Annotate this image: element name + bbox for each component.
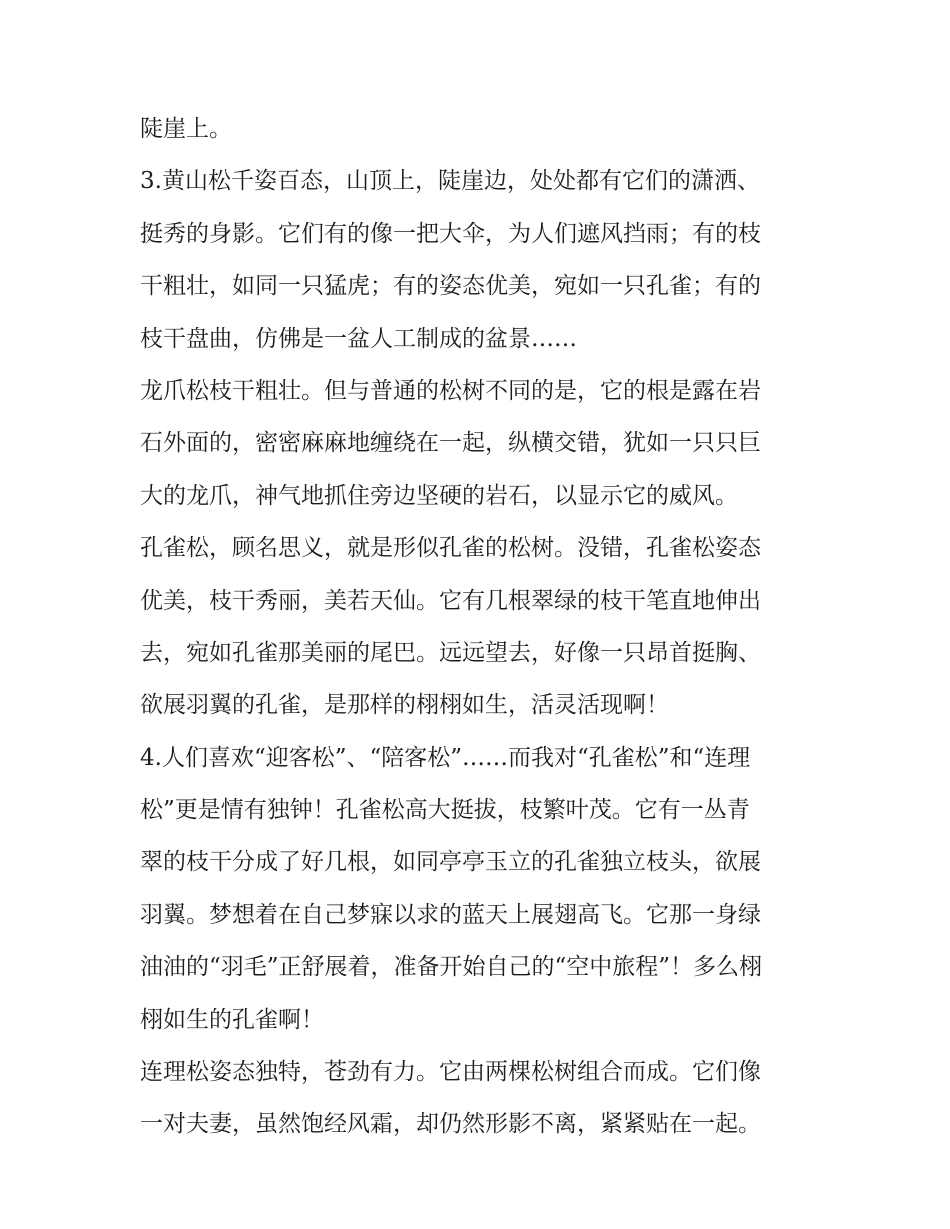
- text-line: 翠的枝干分成了好几根，如同亭亭玉立的孔雀独立枝头，欲展: [140, 849, 761, 876]
- text-line: 优美，枝干秀丽，美若天仙。它有几根翠绿的枝干笔直地伸出: [140, 587, 761, 614]
- text-line: 栩如生的孔雀啊！: [140, 1006, 324, 1033]
- text-line: 松”更是情有独钟！孔雀松高大挺拔，枝繁叶茂。它有一丛青: [140, 797, 750, 824]
- text-line: 一对夫妻，虽然饱经风霜，却仍然形影不离，紧紧贴在一起。: [140, 1111, 761, 1138]
- text-line: 去，宛如孔雀那美丽的尾巴。远远望去，好像一只昂首挺胸、: [140, 639, 761, 666]
- text-line: 大的龙爪，神气地抓住旁边坚硬的岩石，以显示它的威风。: [140, 482, 738, 509]
- text-line: 欲展羽翼的孔雀，是那样的栩栩如生，活灵活现啊！: [140, 692, 669, 719]
- document-body: [140, 103, 820, 1151]
- text-line: 3.黄山松千姿百态，山顶上，陡崖边，处处都有它们的潇洒、: [140, 168, 760, 195]
- text-line: 挺秀的身影。它们有的像一把大伞，为人们遮风挡雨；有的枝: [140, 220, 761, 247]
- text-line: 油油的“羽毛”正舒展着，准备开始自己的“空中旅程”！多么栩: [140, 954, 763, 981]
- text-line: 孔雀松，顾名思义，就是形似孔雀的松树。没错，孔雀松姿态: [140, 535, 761, 562]
- text-line: 羽翼。梦想着在自己梦寐以求的蓝天上展翅高飞。它那一身绿: [140, 901, 761, 928]
- text-line: 干粗壮，如同一只猛虎；有的姿态优美，宛如一只孔雀；有的: [140, 273, 761, 300]
- text-line: 4.人们喜欢“迎客松”、“陪客松”……而我对“孔雀松”和“连理: [140, 744, 751, 771]
- text-line: 龙爪松枝干粗壮。但与普通的松树不同的是，它的根是露在岩: [140, 377, 761, 404]
- text-line: 连理松姿态独特，苍劲有力。它由两棵松树组合而成。它们像: [140, 1059, 761, 1086]
- text-line: 陡崖上。: [140, 116, 232, 142]
- text-line: 石外面的，密密麻麻地缠绕在一起，纵横交错，犹如一只只巨: [140, 430, 761, 457]
- text-line: 枝干盘曲，仿佛是一盆人工制成的盆景……: [140, 325, 577, 352]
